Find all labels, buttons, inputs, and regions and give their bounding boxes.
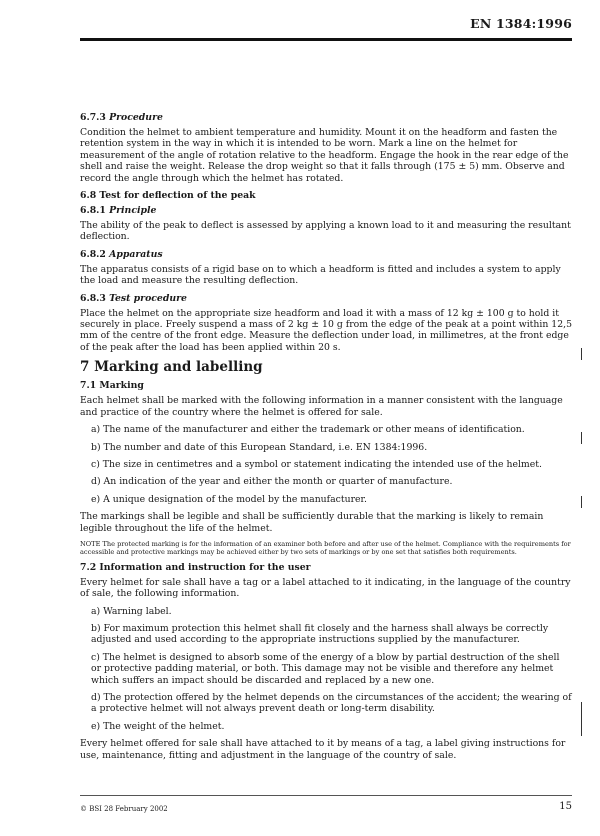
list-item: e) A unique designation of the model by the manufacturer. — [91, 493, 367, 505]
paragraph-6-8-1: The ability of the peak to deflect is assessed by applying a known load to it and measuring the resultant deflection. — [80, 220, 571, 243]
list-item: c) The size in centimetres and a symbol or statement indicating the intended use of the helmet. — [91, 458, 542, 470]
footer-rule — [80, 795, 572, 796]
list-item: c) The helmet is designed to absorb some of the energy of a blow by partial destruction of the shell or protective padding material, or both. This damage may not be visible and therefore any helmet which suffers an impact should be discarded and replaced by a new one. — [91, 651, 560, 686]
section-heading-6-8-2: 6.8.2 Apparatus — [80, 248, 163, 260]
section-heading-7: 7 Marking and labelling — [80, 359, 263, 376]
copyright-notice: © BSI 28 February 2002 — [80, 805, 168, 813]
change-bar — [581, 702, 583, 736]
list-item: e) The weight of the helmet. — [91, 720, 225, 732]
list-item: d) The protection offered by the helmet depends on the circumstances of the accident; the wearing of a protective helmet will not always prevent death or long-term disability. — [91, 692, 572, 715]
list-item: a) Warning label. — [91, 605, 172, 617]
section-heading-6-8-1: 6.8.1 Principle — [80, 205, 157, 217]
paragraph-7-1-after: The markings shall be legible and shall be sufficiently durable that the marking is likely to remain legible throughout the life of the helmet. — [80, 511, 544, 534]
list-item: b) For maximum protection this helmet shall fit closely and the harness shall always be correctly adjusted and used according to the appropriate instructions supplied by the manufacturer. — [91, 622, 549, 646]
section-heading-7-2: 7.2 Information and instruction for the user — [80, 561, 311, 573]
change-bar — [581, 496, 583, 508]
change-bar — [581, 432, 583, 444]
page-number: 15 — [559, 801, 572, 812]
standard-number: EN 1384:1996 — [470, 16, 572, 31]
note: NOTE The protected marking is for the information of an examiner both before and after use of the helmet. Compliance with the requirements for accessible and protective markings may be achieved either by two sets of markings or by one set that satisfies both requirements. — [80, 539, 571, 557]
header-rule — [80, 38, 572, 41]
section-heading-6-7-3: 6.7.3 Procedure — [80, 112, 163, 123]
paragraph-7-1-intro: Each helmet shall be marked with the following information in a manner consistent with the language and practice of the country where the helmet is offered for sale. — [80, 395, 563, 418]
change-bar — [581, 348, 583, 360]
section-heading-7-1: 7.1 Marking — [80, 380, 144, 392]
paragraph-6-8-3: Place the helmet on the appropriate size headform and load it with a mass of 12 kg ± 100 g to hold it securely in place. Freely suspend a mass of 2 kg ± 10 g from the edge of the peak at a point within 12,5 mm of the centre of the front edge. Measure the deflection under load, in millimetres, at the front edge of the peak after the load has been applied within 20 s. — [80, 307, 573, 353]
list-item: b) The number and date of this European Standard, i.e. EN 1384:1996. — [91, 441, 428, 453]
list-item: a) The name of the manufacturer and either the trademark or other means of identification. — [91, 424, 525, 436]
section-heading-6-8: 6.8 Test for deflection of the peak — [80, 190, 256, 202]
paragraph-7-2-after: Every helmet offered for sale shall have attached to it by means of a tag, a label giving instructions for use, maintenance, fitting and adjustment in the language of the country of sale. — [80, 738, 566, 761]
paragraph-7-2-intro: Every helmet for sale shall have a tag or a label attached to it indicating, in the language of the country of sale, the following information. — [80, 576, 571, 600]
paragraph-6-8-2: The apparatus consists of a rigid base on to which a headform is fitted and includes a system to apply the load and measure the resulting deflection. — [80, 263, 561, 287]
section-heading-6-8-3: 6.8.3 Test procedure — [80, 292, 187, 304]
paragraph-6-7-3: Condition the helmet to ambient temperature and humidity. Mount it on the headform and fasten the retention system in the way in which it is intended to be worn. Mark a line on the helmet for measurement of the angle of rotation relative to the headform. Engage the hook in the rear edge of the shell and raise the weight. Release the drop weight so that it falls through (175 ± 5) mm. Observe and record the angle through which the helmet has rotated. — [80, 127, 569, 184]
list-item: d) An indication of the year and either the month or quarter of manufacture. — [91, 476, 453, 488]
document-body — [80, 112, 572, 767]
